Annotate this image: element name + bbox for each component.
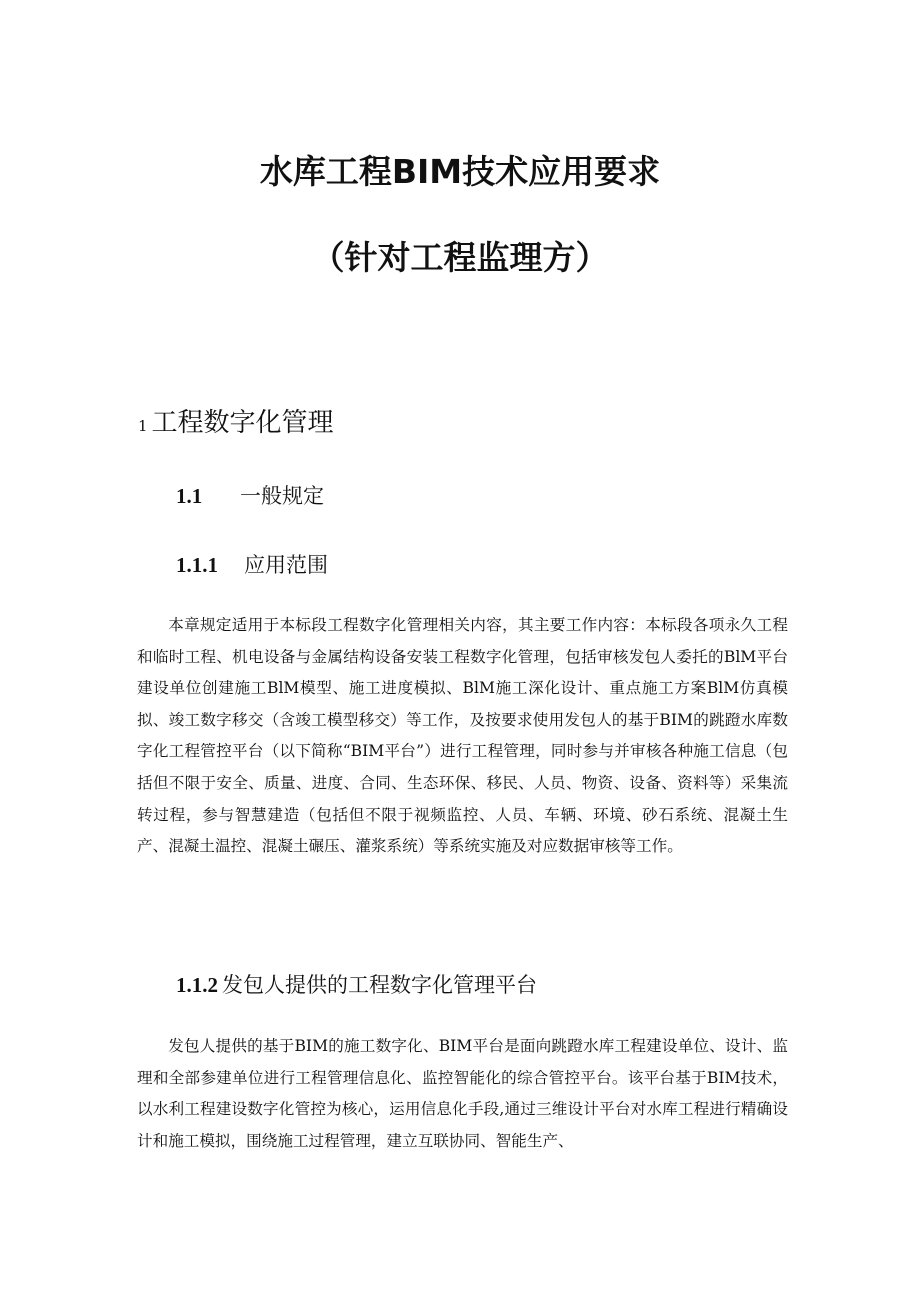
section-1-1-2-body: 发包人提供的基于BIM的施工数字化、BIM平台是面向跳蹬水库工程建设单位、设计、监理和全部参建单位进行工程管理信息化、监控智能化的综合管控平台。该平台基于BIM技术，以水利工程建设数字化管控为核心，运用信息化手段,通过三维设计平台对水库工程进行精确设计和施工模拟，围绕施工过程管理，建立互联协同、智能生产、: [137, 1037, 788, 1150]
document-subtitle: （针对工程监理方）: [311, 238, 609, 277]
section-1-heading: [138, 402, 334, 439]
section-1-1-heading: [176, 480, 324, 510]
section-1-1-2-heading: [176, 969, 537, 999]
section-1-1-2-title: 发包人提供的工程数字化管理平台: [222, 973, 537, 997]
section-1-1-number: 1.1: [176, 484, 203, 508]
section-1-1-1-heading: [176, 549, 328, 579]
section-1-number: 1: [138, 417, 148, 435]
section-1-1-1-title: 应用范围: [244, 553, 328, 577]
section-1-title: 工程数字化管理: [151, 408, 334, 438]
section-1-1-1-body: 本章规定适用于本标段工程数字化管理相关内容，其主要工作内容：本标段各项永久工程和临时工程、机电设备与金属结构设备安装工程数字化管理，包括审核发包人委托的BlM平台建设单位创建施工BlM模型、施工进度模拟、BlM施工深化设计、重点施工方案BlM仿真模拟、竣工数字移交（含竣工模型移交）等工作，及按要求使用发包人的基于BIM的跳蹬水库数字化工程管控平台（以下简称“BIM平台”）进行工程管理，同时参与并审核各种施工信息（包括但不限于安全、质量、进度、合同、生态环保、移民、人员、物资、设备、资料等）采集流转过程，参与智慧建造（包括但不限于视频监控、人员、车辆、环境、砂石系统、混凝土生产、混凝土温控、混凝土碾压、灌浆系统）等系统实施及对应数据审核等工作。: [137, 616, 788, 856]
section-1-1-2-number: 1.1.2: [176, 973, 218, 997]
section-1-1-1-number: 1.1.1: [176, 553, 218, 577]
document-title: 水库工程BIM技术应用要求: [259, 152, 661, 191]
section-1-1-title: 一般规定: [240, 484, 324, 508]
